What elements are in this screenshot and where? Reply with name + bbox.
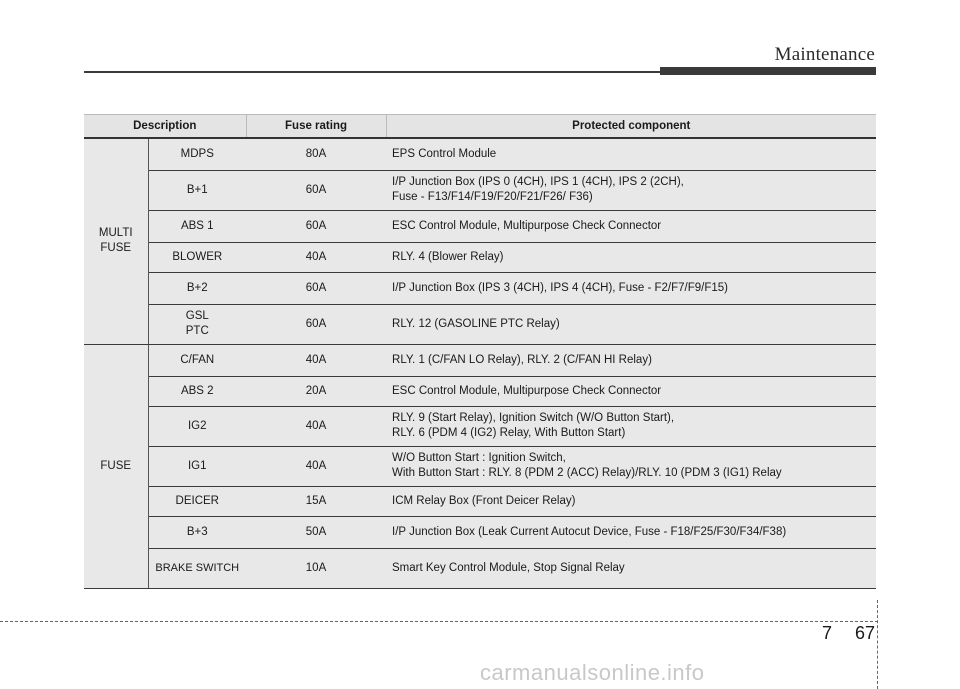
footer-dashed-rule [0, 621, 878, 622]
table-row [84, 548, 876, 588]
column-header-fuse-rating: Fuse rating [246, 115, 386, 139]
fuse-description: ABS 2 [148, 376, 246, 406]
table-row [84, 376, 876, 406]
table-row [84, 242, 876, 272]
protected-component: EPS Control Module [386, 138, 876, 170]
protected-component: RLY. 12 (GASOLINE PTC Relay) [386, 304, 876, 344]
fuse-description: IG1 [148, 446, 246, 486]
fuse-rating: 10A [246, 548, 386, 588]
fuse-description: C/FAN [148, 344, 246, 376]
fuse-description: ABS 1 [148, 210, 246, 242]
fuse-description: BLOWER [148, 242, 246, 272]
watermark: carmanualsonline.info [480, 660, 705, 685]
header-rule [84, 71, 660, 73]
fuse-description: MDPS [148, 138, 246, 170]
protected-component: Smart Key Control Module, Stop Signal Relay [386, 548, 876, 588]
fuse-rating: 40A [246, 446, 386, 486]
group-label: FUSE [84, 344, 148, 588]
fuse-rating: 60A [246, 170, 386, 210]
fuse-description: B+1 [148, 170, 246, 210]
table-row [84, 344, 876, 376]
fuse-rating: 15A [246, 486, 386, 516]
fuse-rating: 50A [246, 516, 386, 548]
table-row [84, 406, 876, 446]
group-label: MULTI FUSE [84, 138, 148, 344]
protected-component: ESC Control Module, Multipurpose Check Connector [386, 210, 876, 242]
table-row [84, 486, 876, 516]
section-title: Maintenance [774, 44, 875, 65]
table-row [84, 516, 876, 548]
table-row [84, 272, 876, 304]
protected-component: ICM Relay Box (Front Deicer Relay) [386, 486, 876, 516]
fuse-description: B+3 [148, 516, 246, 548]
fuse-rating: 40A [246, 242, 386, 272]
chapter-number: 7 [822, 623, 833, 643]
protected-component: RLY. 1 (C/FAN LO Relay), RLY. 2 (C/FAN HI Relay) [386, 344, 876, 376]
column-header-description: Description [84, 115, 246, 139]
table-row [84, 304, 876, 344]
table-row [84, 170, 876, 210]
footer-dashed-divider [877, 600, 878, 689]
fuse-rating: 20A [246, 376, 386, 406]
table-row [84, 138, 876, 170]
protected-component: W/O Button Start : Ignition Switch, With Button Start : RLY. 8 (PDM 2 (ACC) Relay)/RLY. 10 (PDM 3 (IG1) Relay [386, 446, 876, 486]
fuse-description: IG2 [148, 406, 246, 446]
fuse-description: DEICER [148, 486, 246, 516]
fuse-rating: 40A [246, 406, 386, 446]
fuse-description: B+2 [148, 272, 246, 304]
protected-component: I/P Junction Box (Leak Current Autocut Device, Fuse - F18/F25/F30/F34/F38) [386, 516, 876, 548]
table-body [84, 138, 876, 588]
fuse-description: BRAKE SWITCH [148, 548, 246, 588]
protected-component: I/P Junction Box (IPS 0 (4CH), IPS 1 (4CH), IPS 2 (2CH), Fuse - F13/F14/F19/F20/F21/F26/ F36) [386, 170, 876, 210]
table-row [84, 446, 876, 486]
column-header-protected-component: Protected component [386, 115, 876, 139]
fuse-rating: 60A [246, 210, 386, 242]
page-number: 67 [855, 623, 876, 643]
protected-component: RLY. 9 (Start Relay), Ignition Switch (W/O Button Start), RLY. 6 (PDM 4 (IG2) Relay, With Button Start) [386, 406, 876, 446]
header-rule-bar [660, 67, 876, 75]
table-row [84, 210, 876, 242]
protected-component: ESC Control Module, Multipurpose Check Connector [386, 376, 876, 406]
protected-component: RLY. 4 (Blower Relay) [386, 242, 876, 272]
fuse-description: GSL PTC [148, 304, 246, 344]
fuse-rating: 60A [246, 304, 386, 344]
fuse-rating: 60A [246, 272, 386, 304]
protected-component: I/P Junction Box (IPS 3 (4CH), IPS 4 (4CH), Fuse - F2/F7/F9/F15) [386, 272, 876, 304]
table-header-row [84, 115, 876, 139]
fuse-rating: 40A [246, 344, 386, 376]
fuse-rating: 80A [246, 138, 386, 170]
fuse-table [84, 114, 876, 589]
